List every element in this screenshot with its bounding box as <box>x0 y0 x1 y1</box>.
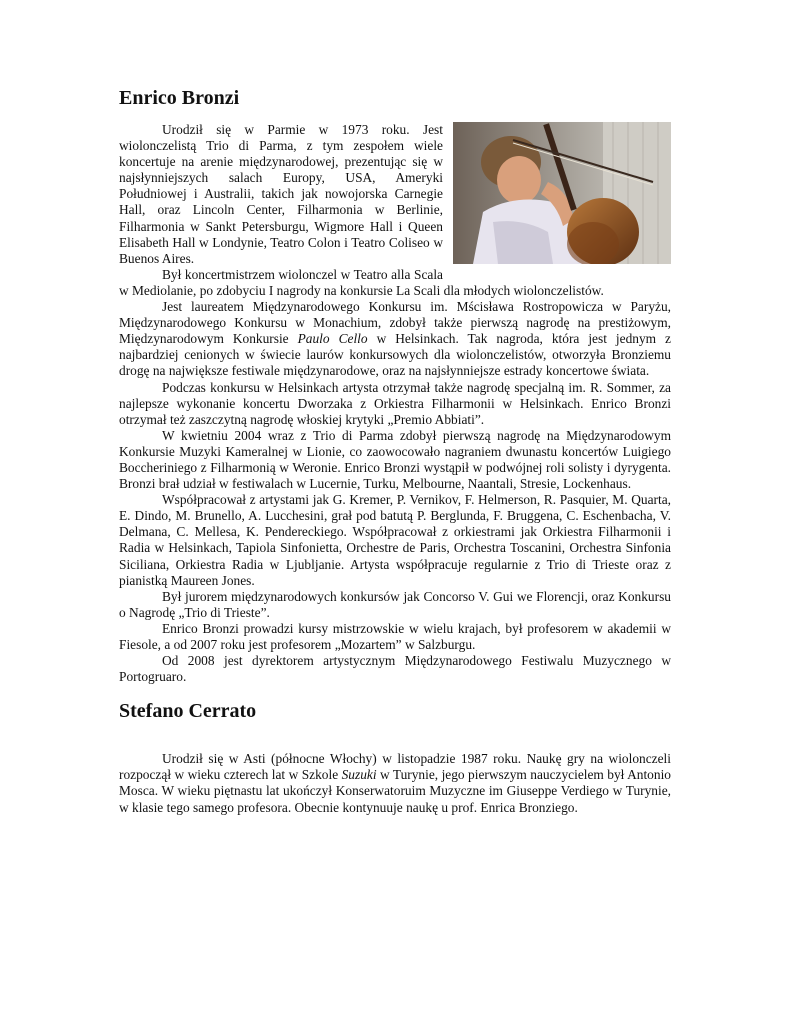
paragraph <box>119 751 671 815</box>
paragraph: Był koncertmistrzem wiolonczel w Teatro alla Scala w Mediolanie, po zdobyciu I nagrody na konkursie La Scali dla młodych wiolonczelistów. <box>119 266 604 298</box>
text-run: w Turynie, jego pierwszym nauczycielem był Antonio Mosca. W wieku piętnastu lat ukończył Konserwatoruim Muzyczne im Giuseppe Verdiego w Turynie, w klasie tego samego profesora. Obecnie kontynuuje naukę u prof. Enrica Bronziego. <box>119 767 671 815</box>
text-run: Urodził się w Asti (północne Włochy) w listopadzie 1987 roku. Naukę gry na wiolonczeli rozpoczął w wieku czterech lat w Szkole <box>119 751 671 783</box>
spacer <box>119 735 671 751</box>
paragraph: Współpracował z artystami jak G. Kremer, P. Vernikov, F. Helmerson, R. Pasquier, M. Quarta, E. Dindo, M. Brunello, A. Lucchesini, grał pod batutą P. Berglunda, F. Bruggena, C. Eschenbacha, V. Delmana, C. Mellesa, K. Pendereckiego. Współpracował z orkiestrami jak Orkiestra Filharmonii i Radia w Helsinkach, Tapiola Sinfonietta, Orchestre de Paris, Orchestra Toscanini, Orchestra Sinfonia Siciliana, Orkiestra Radia w Ljubljanie. Artysta współpracuje regularnie z Trio di Trieste oraz z pianistką Maureen Jones. <box>119 492 671 588</box>
italic-text: Paulo Cello <box>297 331 368 347</box>
paragraph: Był jurorem międzynarodowych konkursów jak Concorso V. Gui we Florencji, oraz Konkursu o Nagrodę „Trio di Trieste”. <box>119 588 671 620</box>
paragraph: Od 2008 jest dyrektorem artystycznym Międzynarodowego Festiwalu Muzycznego w Portogruaro. <box>119 653 671 685</box>
document-page <box>119 86 671 816</box>
heading-enrico-bronzi: Enrico Bronzi <box>119 87 240 109</box>
paragraph: Podczas konkursu w Helsinkach artysta otrzymał także nagrodę specjalną im. R. Sommer, za najlepsze wykonanie koncertu Dworzaka z Orkiestra Filharmonii w Helsinkach. Enrico Bronzi otrzymał też zaszczytną nagrodę włoskiej krytyki „Premio Abbiati”. <box>119 379 671 427</box>
paragraph: W kwietniu 2004 wraz z Trio di Parma zdobył pierwszą nagrodę na Międzynarodowym Konkursie Muzyki Kameralnej w Lionie, co zaowocowało nagraniem dwunastu koncertów Luigiego Boccheriniego z Filharmonią w Weronie. Enrico Bronzi wystąpił w podwójnej roli solisty i dyrygenta. Bronzi brał udział w festiwalach w Lucernie, Turku, Melbourne, Naantali, Stresie, Lockenhaus. <box>119 427 671 492</box>
paragraph: Urodził się w Parmie w 1973 roku. Jest wiolonczelistą Trio di Parma, z tym zespołem wiele koncertuje na arenie międzynarodowej, prezentując się w najsłynniejszych salach Europy, USA, Ameryki Południowej i Australii, takich jak nowojorska Carnegie Hall, oraz Lincoln Center, Filharmonia w Berlinie, Filharmonia w Sankt Petersburgu, Wigmore Hall i Queen Elisabeth Hall w Londynie, Teatro Colon i Teatro Coliseo w Buenos Aires. <box>119 122 443 266</box>
paragraph <box>119 299 671 379</box>
section-stefano-cerrato <box>119 751 671 815</box>
paragraph: Enrico Bronzi prowadzi kursy mistrzowskie w wielu krajach, był profesorem w akademii w Fiesole, a od 2007 roku jest profesorem „Mozartem” w Salzburgu. <box>119 620 671 652</box>
text-run: Jest laureatem Międzynarodowego Konkursu im. Mścisława Rostropowicza w Paryżu, Międzynarodowego Konkursu w Monachium, zdobył także pierwszą nagrodę na prestiżowym, Międzynarodowym Konkursie <box>119 299 671 347</box>
heading-stefano-cerrato: Stefano Cerrato <box>119 700 257 723</box>
text-run: w Helsinkach. Tak nagroda, która jest jednym z najbardziej cenionych w świecie laurów konkursowych dla wiolonczelistów, otworzyła Bronziemu drogę na największe festiwale międzynarodowe, oraz na najsłynniejsze estrady koncertowe świata. <box>119 331 671 379</box>
cellist-photo <box>453 122 671 264</box>
italic-text: Suzuki <box>341 767 377 783</box>
